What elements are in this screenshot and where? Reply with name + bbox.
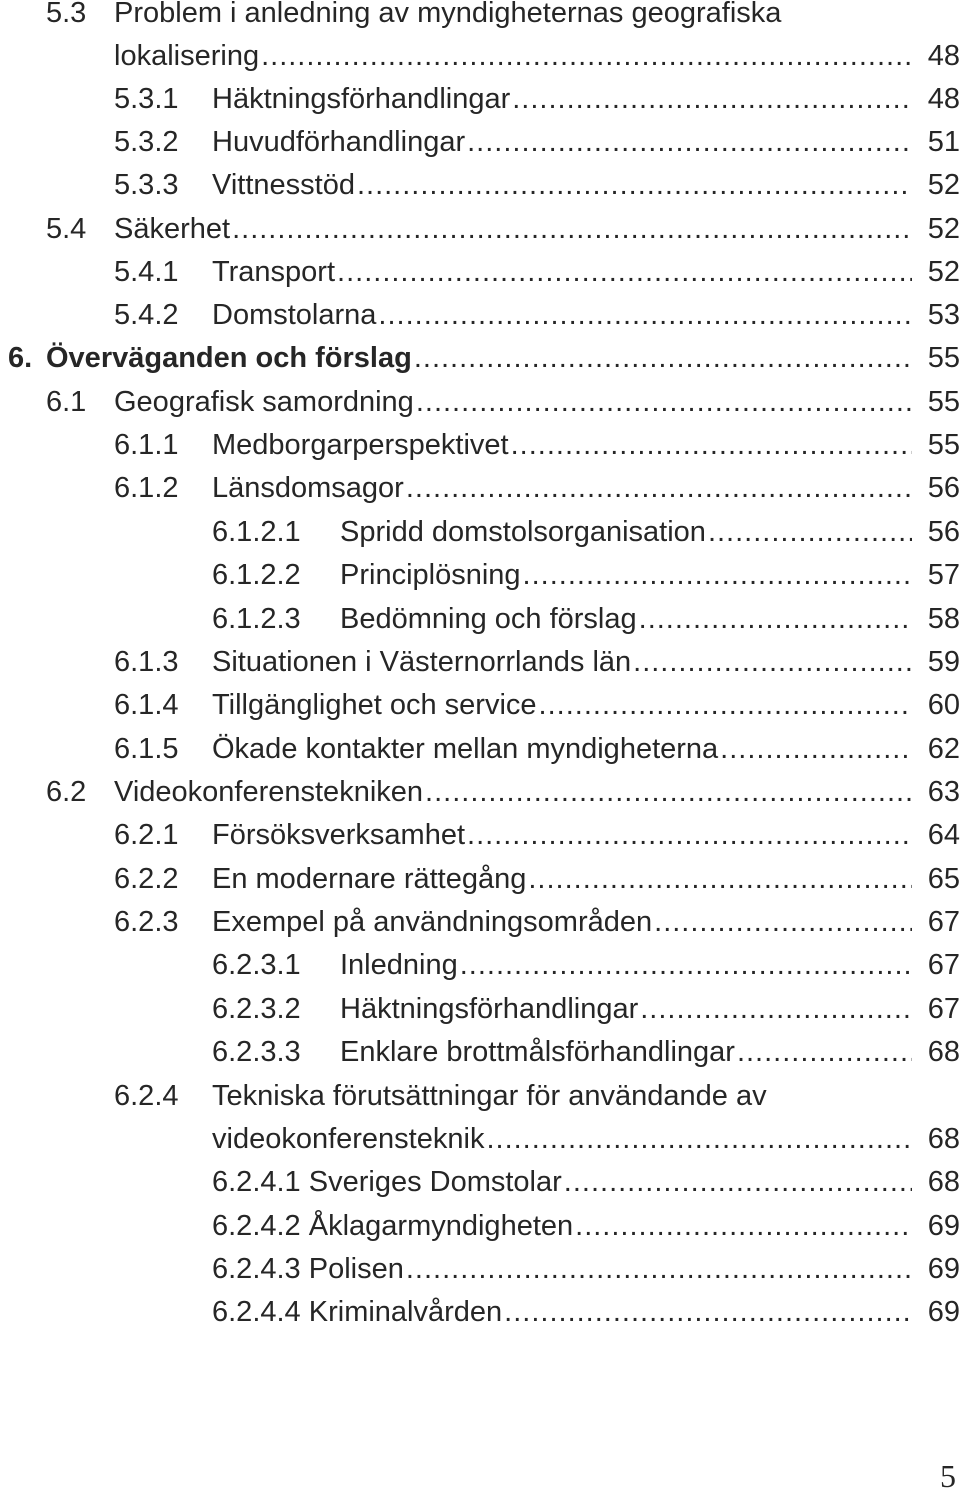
toc-number: 6.1 <box>46 386 87 418</box>
toc-page: 62 <box>927 733 960 765</box>
toc-number: 6.2.2 <box>114 863 179 895</box>
toc-number: 6.2.4.1 <box>212 1166 301 1198</box>
toc-title: Videokonferenstekniken <box>114 776 424 808</box>
toc-page: 67 <box>927 949 960 981</box>
toc-page: 68 <box>927 1166 960 1198</box>
toc-page: 55 <box>927 342 960 374</box>
dot-leader <box>460 944 912 987</box>
toc-title: Huvudförhandlingar <box>212 126 466 158</box>
toc-entry <box>0 121 960 164</box>
toc-title: Principlösning <box>340 559 521 591</box>
toc-entry <box>0 1161 960 1204</box>
toc-page: 48 <box>927 40 960 72</box>
dot-leader <box>504 1291 912 1334</box>
toc-entry <box>0 684 960 727</box>
toc-entry <box>0 1075 960 1118</box>
toc-page: 67 <box>927 993 960 1025</box>
toc-entry <box>0 294 960 337</box>
toc-title: lokalisering <box>114 40 260 72</box>
toc-title: Enklare brottmålsförhandlingar <box>340 1036 735 1068</box>
toc-title: Situationen i Västernorrlands län <box>212 646 632 678</box>
dot-leader <box>737 1031 912 1074</box>
toc-page: 69 <box>927 1296 960 1328</box>
dot-leader <box>406 467 912 510</box>
toc-entry <box>0 35 960 78</box>
toc-number: 5.3.2 <box>114 126 179 158</box>
toc-number: 5.3 <box>46 0 87 29</box>
dot-leader <box>640 988 912 1031</box>
toc-entry <box>0 251 960 294</box>
toc-title: Säkerhet <box>114 213 231 245</box>
toc-number: 5.4.1 <box>114 256 179 288</box>
toc-entry <box>0 467 960 510</box>
toc-title: Transport <box>212 256 336 288</box>
toc-title: Medborgarperspektivet <box>212 429 509 461</box>
toc-number: 6.2.4.2 <box>212 1210 301 1242</box>
dot-leader <box>467 121 912 164</box>
toc-page: 69 <box>927 1253 960 1285</box>
toc-number: 6.2.1 <box>114 819 179 851</box>
toc-title: videokonferensteknik <box>212 1123 485 1155</box>
toc-page: 69 <box>927 1210 960 1242</box>
dot-leader <box>406 1248 912 1291</box>
toc-number: 5.3.1 <box>114 83 179 115</box>
toc-entry <box>0 641 960 684</box>
toc-number: 6.1.2.2 <box>212 559 301 591</box>
toc-entry <box>0 208 960 251</box>
toc-number: 6.1.1 <box>114 429 179 461</box>
dot-leader <box>414 337 912 380</box>
toc-page: 60 <box>927 689 960 721</box>
toc-page: 52 <box>927 256 960 288</box>
toc-entry <box>0 1118 960 1161</box>
toc-page: 68 <box>927 1036 960 1068</box>
toc-page: 68 <box>927 1123 960 1155</box>
toc-page: 58 <box>927 603 960 635</box>
toc-number: 6.2.3.1 <box>212 949 301 981</box>
toc-entry <box>0 901 960 944</box>
dot-leader <box>528 858 912 901</box>
toc-entry <box>0 424 960 467</box>
toc-page: 64 <box>927 819 960 851</box>
toc-page: 56 <box>927 516 960 548</box>
toc-page: 55 <box>927 429 960 461</box>
dot-leader <box>720 728 912 771</box>
dot-leader <box>232 208 912 251</box>
toc-entry <box>0 0 960 35</box>
toc-entry <box>0 728 960 771</box>
toc-number: 5.4 <box>46 213 87 245</box>
toc-entry <box>0 858 960 901</box>
toc-entry <box>0 1031 960 1074</box>
toc-title: Geografisk samordning <box>114 386 414 418</box>
page-number: 5 <box>940 1458 956 1494</box>
toc-number: 6.2.4 <box>114 1080 179 1112</box>
toc-page: 51 <box>927 126 960 158</box>
toc-entry <box>0 164 960 207</box>
toc-page: 56 <box>927 472 960 504</box>
toc-number: 6.1.5 <box>114 733 179 765</box>
dot-leader <box>523 554 912 597</box>
toc-number: 6. <box>8 342 33 374</box>
toc-number: 5.3.3 <box>114 169 179 201</box>
dot-leader <box>378 294 912 337</box>
dot-leader <box>486 1118 912 1161</box>
toc-entry <box>0 944 960 987</box>
toc-title: Överväganden och förslag <box>46 342 412 374</box>
toc-number: 6.2.4.4 <box>212 1296 301 1328</box>
dot-leader <box>337 251 912 294</box>
dot-leader <box>425 771 912 814</box>
dot-leader <box>654 901 912 944</box>
dot-leader <box>539 684 912 727</box>
dot-leader <box>512 78 912 121</box>
toc-title: Tekniska förutsättningar för användande av <box>212 1080 767 1112</box>
toc-title: Polisen <box>308 1253 404 1285</box>
toc-page: 52 <box>927 213 960 245</box>
toc-page: 57 <box>927 559 960 591</box>
dot-leader <box>261 35 912 78</box>
toc-number: 6.2 <box>46 776 87 808</box>
toc-entry <box>0 337 960 380</box>
toc-number: 6.1.2 <box>114 472 179 504</box>
toc-page: 53 <box>927 299 960 331</box>
toc-entry <box>0 511 960 554</box>
toc-entry <box>0 1248 960 1291</box>
toc-entry <box>0 988 960 1031</box>
toc-page: 52 <box>927 169 960 201</box>
toc-number: 5.4.2 <box>114 299 179 331</box>
toc-title: Ökade kontakter mellan myndigheterna <box>212 733 719 765</box>
toc-entry <box>0 598 960 641</box>
toc-number: 6.2.3.2 <box>212 993 301 1025</box>
toc-page: 65 <box>927 863 960 895</box>
toc-entry <box>0 381 960 424</box>
dot-leader <box>639 598 912 641</box>
toc-page: 67 <box>927 906 960 938</box>
toc-entry <box>0 1291 960 1334</box>
toc-page: 59 <box>927 646 960 678</box>
toc-number: 6.2.4.3 <box>212 1253 301 1285</box>
toc-title: Länsdomsagor <box>212 472 404 504</box>
toc-title: Spridd domstolsorganisation <box>340 516 706 548</box>
toc-title: Exempel på användningsområden <box>212 906 653 938</box>
toc-title: Häktningsförhandlingar <box>212 83 511 115</box>
toc-title: Tillgänglighet och service <box>212 689 537 721</box>
toc-entry <box>0 771 960 814</box>
dot-leader <box>416 381 912 424</box>
toc-page: 55 <box>927 386 960 418</box>
toc-title: Inledning <box>340 949 458 981</box>
toc-title: Domstolarna <box>212 299 377 331</box>
toc-number: 6.2.3 <box>114 906 179 938</box>
dot-leader <box>633 641 912 684</box>
dot-leader <box>564 1161 912 1204</box>
toc-title: Försöksverksamhet <box>212 819 466 851</box>
toc-title: Problem i anledning av myndigheternas geografiska <box>114 0 782 29</box>
dot-leader <box>575 1205 912 1248</box>
toc-title: Åklagarmyndigheten <box>308 1210 574 1242</box>
toc-number: 6.1.2.1 <box>212 516 301 548</box>
toc-number: 6.1.3 <box>114 646 179 678</box>
toc-title: Häktningsförhandlingar <box>340 993 639 1025</box>
toc-number: 6.2.3.3 <box>212 1036 301 1068</box>
toc-entry <box>0 78 960 121</box>
toc-title: Vittnesstöd <box>212 169 355 201</box>
dot-leader <box>467 814 912 857</box>
toc-title: En modernare rättegång <box>212 863 527 895</box>
toc-entry <box>0 814 960 857</box>
dot-leader <box>708 511 912 554</box>
toc-entry <box>0 1205 960 1248</box>
toc-title: Kriminalvården <box>308 1296 503 1328</box>
toc-entry <box>0 554 960 597</box>
dot-leader <box>357 164 912 207</box>
toc-number: 6.1.4 <box>114 689 179 721</box>
dot-leader <box>511 424 912 467</box>
toc-page: 63 <box>927 776 960 808</box>
toc-title: Bedömning och förslag <box>340 603 637 635</box>
toc-number: 6.1.2.3 <box>212 603 301 635</box>
toc-page: 48 <box>927 83 960 115</box>
toc-title: Sveriges Domstolar <box>308 1166 562 1198</box>
